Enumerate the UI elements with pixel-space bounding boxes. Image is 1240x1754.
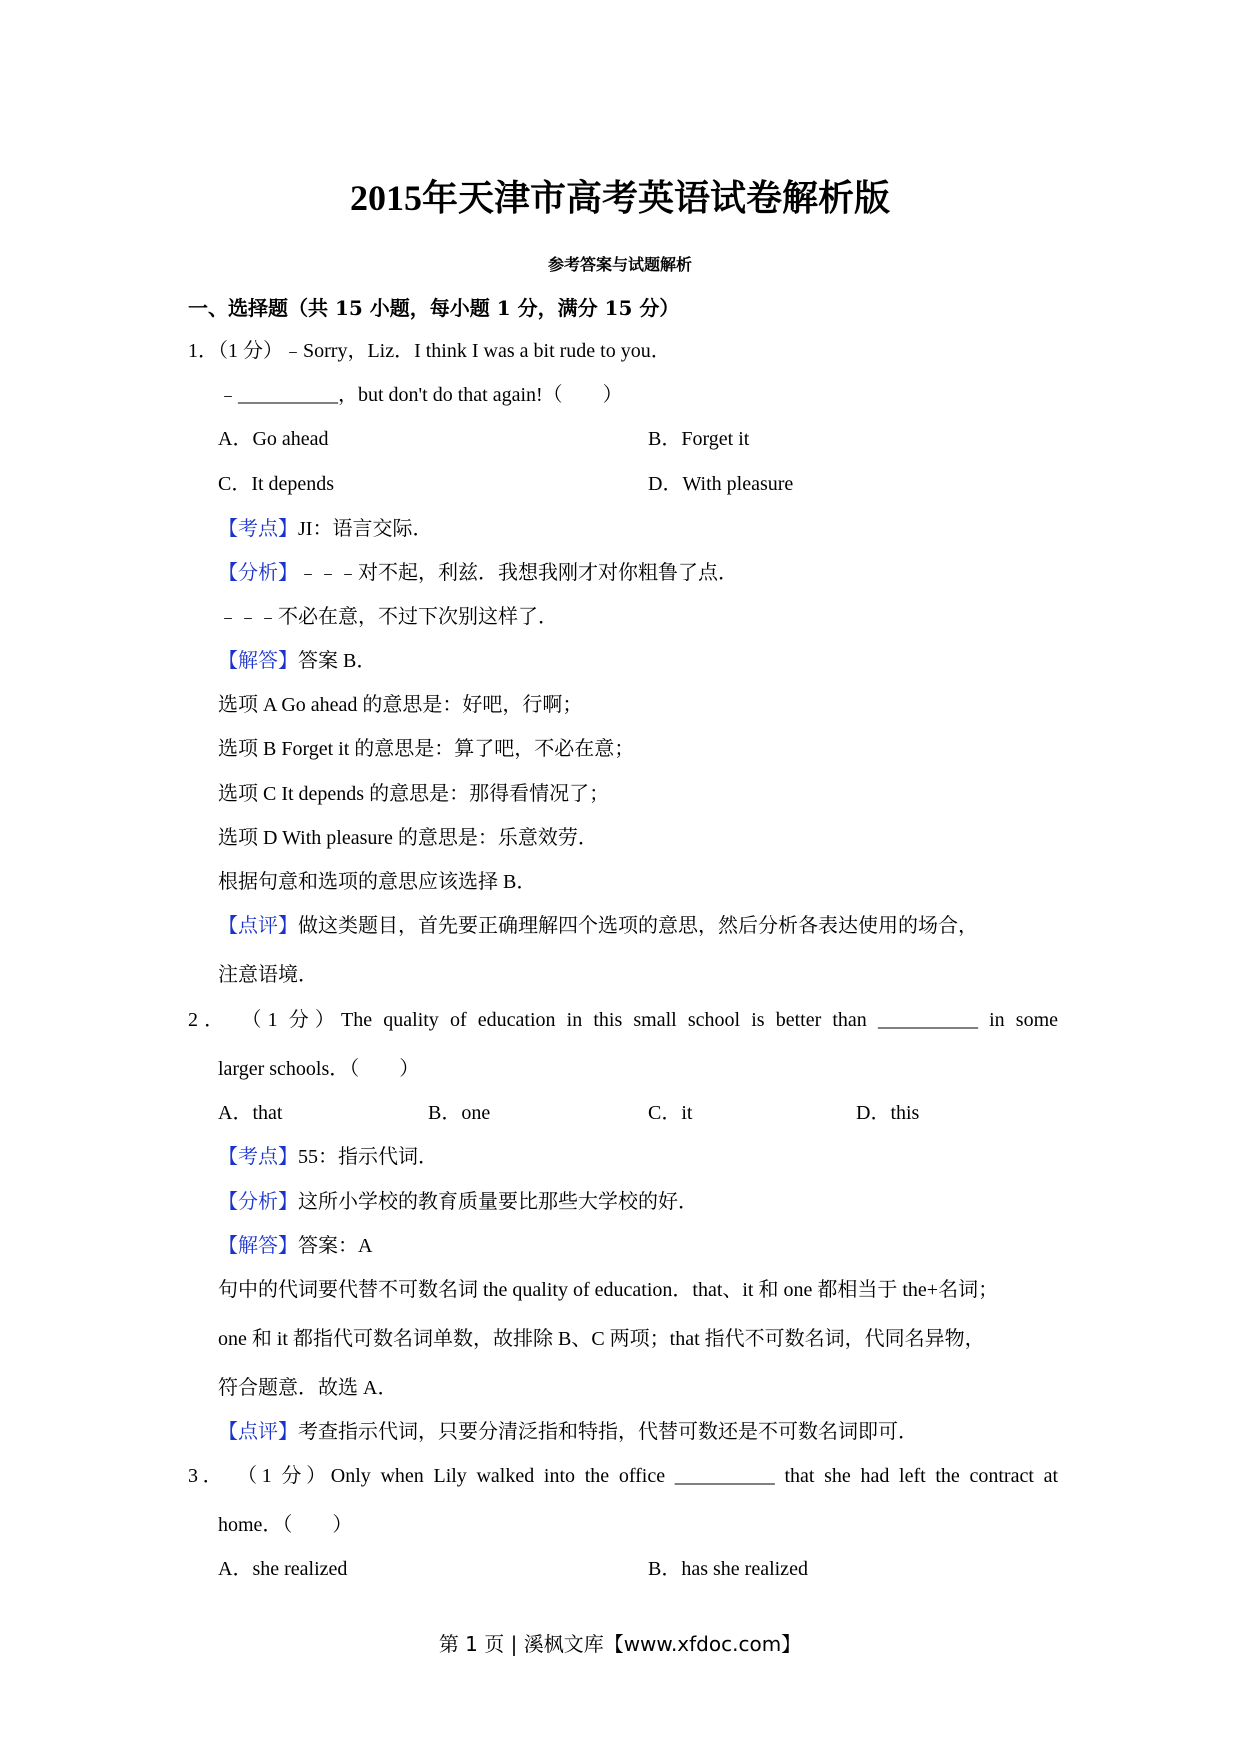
question-number: 2． <box>188 1009 231 1031</box>
q1-line-d: 选项 D With pleasure 的意思是：乐意效劳． <box>218 827 598 849</box>
q2-dianping: 【点评】考查指示代词，只要分清泛指和特指，代替可数还是不可数名词即可． <box>218 1421 918 1443</box>
q2-line-3: 符合题意．故选 A． <box>218 1377 398 1399</box>
q2-fenxi: 【分析】这所小学校的教育质量要比那些大学校的好． <box>218 1191 698 1213</box>
page-title: 2015年天津市高考英语试卷解析版 <box>349 178 890 218</box>
q1-line-b: 选项 B Forget it 的意思是：算了吧，不必在意； <box>218 738 635 760</box>
section-heading: 一、选择题（共 15 小题，每小题 1 分，满分 15 分） <box>188 296 680 320</box>
question-1-stem-line2: ﹣__________，but don't do that again!（ ） <box>218 384 623 406</box>
q2-kaodian: 【考点】55：指示代词． <box>218 1146 438 1168</box>
q1-fenxi-line2: ﹣﹣﹣不必在意，不过下次别这样了． <box>218 606 558 628</box>
q1-line-c: 选项 C It depends 的意思是：那得看情况了； <box>218 783 610 805</box>
fenxi-tag: 【分析】 <box>218 562 298 584</box>
question-number: 3． <box>188 1465 228 1487</box>
question-text: （1 分）Only when Lily walked into the office __________ that she had left the contract at <box>237 1465 1059 1487</box>
question-text: （1 分）The quality of education in this small school is better than __________ in some <box>241 1009 1059 1031</box>
q2-line-1: 句中的代词要代替不可数名词 the quality of education．that、it 和 one 都相当于 the+名词； <box>218 1279 999 1301</box>
question-number: 1． <box>188 340 218 362</box>
q1-option-d: D．With pleasure <box>648 473 794 495</box>
q1-option-b: B．Forget it <box>648 428 750 450</box>
fenxi-tag: 【分析】 <box>218 1191 298 1213</box>
q2-option-c: C．it <box>648 1102 693 1124</box>
q1-fenxi: 【分析】﹣﹣﹣对不起，利兹．我想我刚才对你粗鲁了点． <box>218 562 738 584</box>
jieda-tag: 【解答】 <box>218 650 298 672</box>
question-1-stem <box>188 334 671 363</box>
dianping-tag: 【点评】 <box>218 1421 298 1443</box>
question-3-stem-line2: home．（ ） <box>218 1514 353 1536</box>
q1-line-a: 选项 A Go ahead 的意思是：好吧，行啊； <box>218 694 583 716</box>
q1-line-conclusion: 根据句意和选项的意思应该选择 B． <box>218 871 537 893</box>
q2-option-b: B．one <box>428 1102 491 1124</box>
q1-jieda: 【解答】答案 B． <box>218 650 377 672</box>
page-subtitle: 参考答案与试题解析 <box>547 255 692 274</box>
q1-kaodian: 【考点】JI：语言交际． <box>218 518 433 540</box>
q2-line-2: one 和 it 都指代可数名词单数，故排除 B、C 两项；that 指代不可数名词，代同名异物， <box>218 1328 985 1350</box>
kaodian-tag: 【考点】 <box>218 1146 298 1168</box>
q3-option-a: A．she realized <box>218 1558 348 1580</box>
question-text: （1 分）﹣Sorry，Liz．I think I was a bit rude to you． <box>218 340 671 362</box>
q1-dianping: 【点评】做这类题目，首先要正确理解四个选项的意思，然后分析各表达使用的场合， <box>218 915 978 937</box>
q3-option-b: B．has she realized <box>648 1558 808 1580</box>
q2-option-a: A．that <box>218 1102 283 1124</box>
kaodian-tag: 【考点】 <box>218 518 298 540</box>
question-3-stem <box>188 1459 1058 1488</box>
question-2-stem <box>188 1003 1058 1032</box>
page-footer: 第 1 页 | 溪枫文库【www.xfdoc.com】 <box>438 1632 802 1656</box>
q1-option-a: A．Go ahead <box>218 428 329 450</box>
q1-option-c: C．It depends <box>218 473 335 495</box>
q2-jieda: 【解答】答案：A <box>218 1235 373 1257</box>
dianping-tag: 【点评】 <box>218 915 298 937</box>
question-2-stem-line2: larger schools．（ ） <box>218 1058 420 1080</box>
q1-dianping-line2: 注意语境． <box>218 964 318 986</box>
q2-option-d: D．this <box>856 1102 920 1124</box>
jieda-tag: 【解答】 <box>218 1235 298 1257</box>
